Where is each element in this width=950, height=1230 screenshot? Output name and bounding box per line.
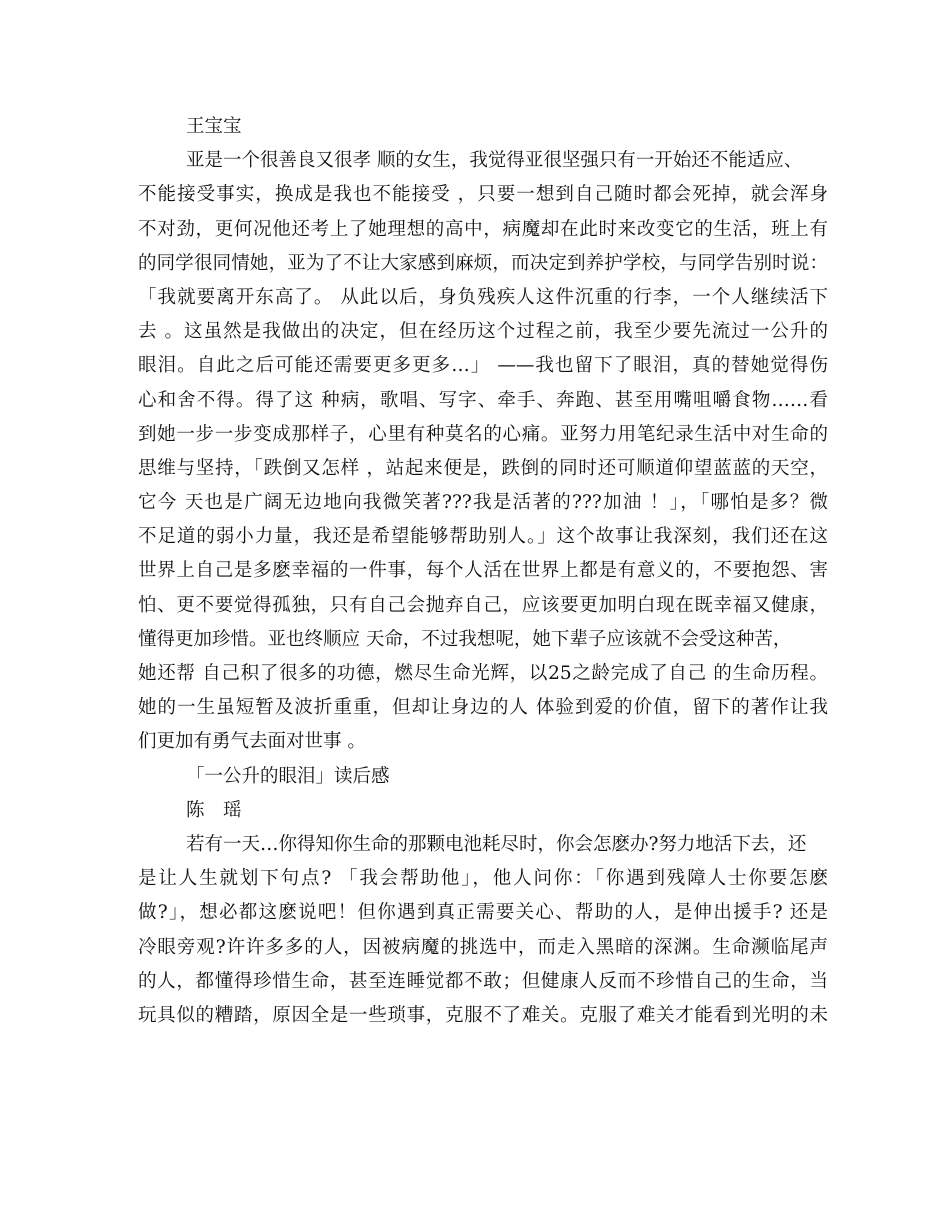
- text-line: 们更加有勇气去面对世事 。: [138, 731, 366, 753]
- text-line: 心和舍不得。得了这 种病，歌唱、写字、牵手、奔跑、甚至用嘴咀嚼食物……看: [138, 389, 828, 411]
- text-line: 懂得更加珍惜。亚也终顺应 天命，不过我想呢，她下辈子应该就不会受这种苦，: [138, 628, 792, 650]
- text-line: 不对劲，更何况他还考上了她理想的高中，病魔却在此时来改变它的生活，班上有: [138, 218, 828, 240]
- text-line: 不足道的弱小力量，我还是希望能够帮助别人。」这个故事让我深刻，我们还在这: [138, 526, 828, 548]
- text-line: 去 。这虽然是我做出的决定，但在经历这个过程之前，我至少要先流过一公升的: [138, 321, 828, 343]
- essay-paragraph-1: [138, 144, 828, 759]
- author-name: 陈 瑶: [186, 799, 242, 821]
- text-line: 眼泪。自此之后可能还需要更多更多…」 ——我也留下了眼泪，真的替她觉得伤: [138, 355, 828, 377]
- text-line: 玩具似的糟踏，原因全是一些琐事，克服不了难关。克服了难关才能看到光明的未: [138, 1004, 828, 1026]
- essay-paragraph-2: [138, 828, 828, 1033]
- text-line: 冷眼旁观?许许多多的人，因被病魔的挑选中，而走入黑暗的深渊。生命濒临尾声: [138, 936, 828, 958]
- text-line: 她还帮 自己积了很多的功德，燃尽生命光辉，以25之龄完成了自己 的生命历程。: [138, 663, 828, 684]
- text-line: 若有一天…你得知你生命的那颗电池耗尽时，你会怎麽办?努力地活下去，还: [186, 833, 807, 855]
- author-name: 王宝宝: [186, 116, 242, 137]
- text-line: 的人，都懂得珍惜生命，甚至连睡觉都不敢；但健康人反而不珍惜自己的生命，当: [138, 970, 828, 992]
- text-line: 思维与坚持，「跌倒又怎样 ，站起来便是，跌倒的同时还可顺道仰望蓝蓝的天空，: [138, 457, 828, 479]
- text-line: 的同学很同情她，亚为了不让大家感到麻烦，而决定到养护学校，与同学告别时说：: [138, 252, 828, 274]
- essay-title: 「一公升的眼泪」读后感: [186, 765, 390, 787]
- text-line: 世界上自己是多麽幸福的一件事，每个人活在世界上都是有意义的，不要抱怨、害: [138, 560, 828, 582]
- text-line: 做?」，想必都这麽说吧！但你遇到真正需要关心、帮助的人，是伸出援手? 还是: [138, 902, 828, 924]
- text-line: 怕、更不要觉得孤独，只有自己会抛弃自己，应该要更加明白现在既幸福又健康，: [138, 594, 828, 616]
- document-body: [138, 110, 828, 1033]
- text-line: 不能接受事实，换成是我也不能接受 ，只要一想到自己随时都会死掉，就会浑身: [138, 184, 828, 206]
- text-line: 她的一生虽短暂及波折重重，但却让身边的人 体验到爱的价值，留下的著作让我: [138, 697, 828, 719]
- text-line: 到她一步一步变成那样子，心里有种莫名的心痛。亚努力用笔纪录生活中对生命的: [138, 423, 828, 445]
- text-line: 「我就要离开东高了。 从此以后，身负残疾人这件沉重的行李，一个人继续活下: [138, 286, 828, 308]
- text-line: 亚是一个很善良又很孝 顺的女生，我觉得亚很坚强只有一开始还不能适应、: [186, 150, 803, 172]
- text-line: 它今 天也是广阔无边地向我微笑著???我是活著的???加油 ！」，「哪怕是多？微: [138, 492, 828, 514]
- text-line: 是让人生就划下句点? 「我会帮助他」，他人问你：「你遇到残障人士你要怎麽: [138, 868, 828, 890]
